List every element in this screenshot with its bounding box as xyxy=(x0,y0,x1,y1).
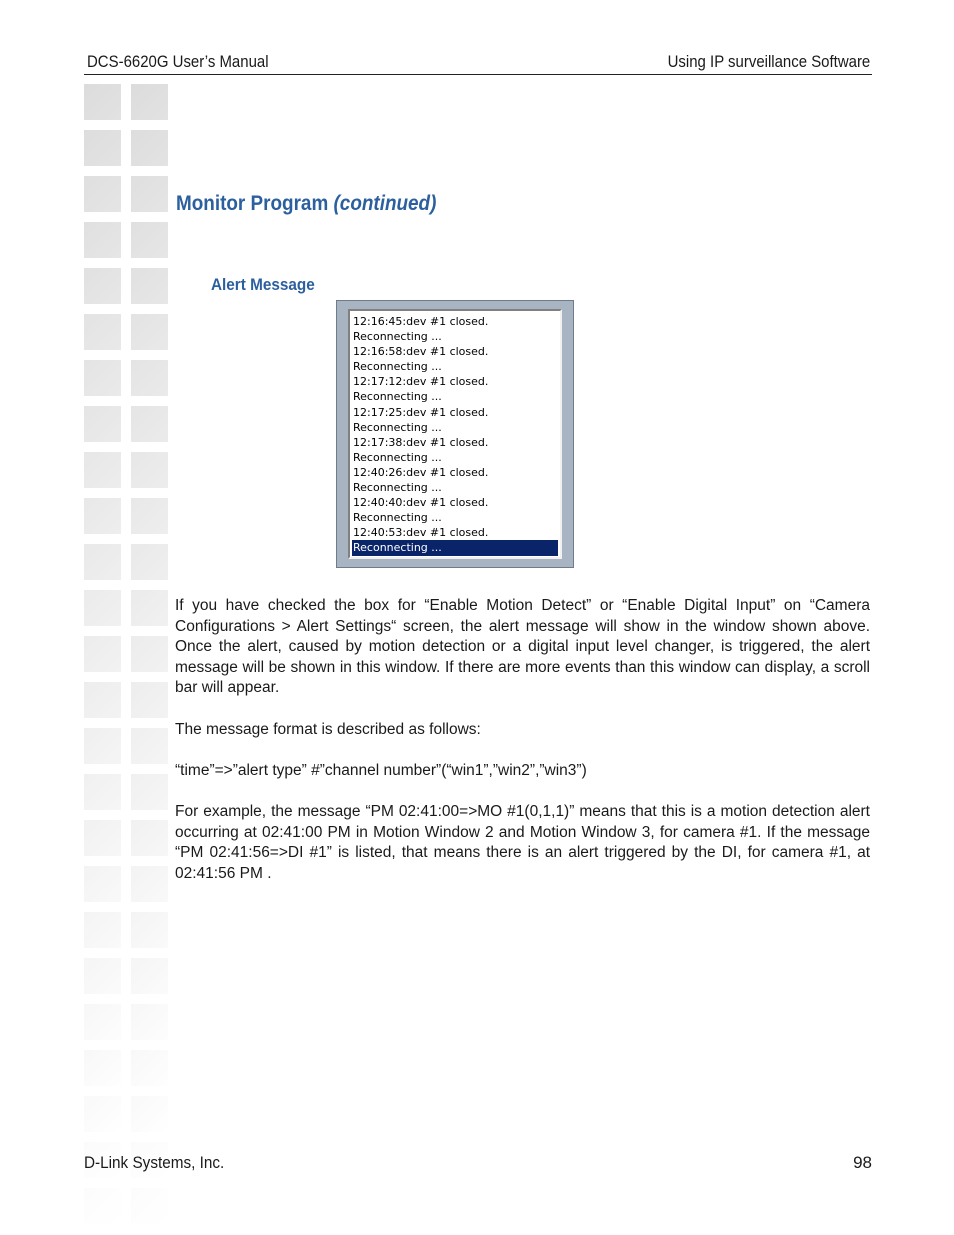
decorative-tile xyxy=(84,498,121,534)
decorative-tile xyxy=(131,682,168,718)
decorative-tile xyxy=(131,1096,168,1132)
section-title xyxy=(176,192,436,216)
alert-line[interactable]: Reconnecting ... xyxy=(353,390,442,404)
decorative-tile xyxy=(131,498,168,534)
decorative-tile xyxy=(84,84,121,120)
paragraph-format-intro: The message format is described as follows: xyxy=(175,720,481,738)
alert-line[interactable]: 12:17:38:dev #1 closed. xyxy=(353,435,489,449)
alert-line[interactable]: 12:16:58:dev #1 closed. xyxy=(353,345,489,359)
section-title-text: Monitor Program xyxy=(176,192,329,215)
paragraph-format: “time”=>”alert type” #”channel number”(“win1”,”win2”,”win3”) xyxy=(175,761,587,779)
decorative-tile xyxy=(131,406,168,442)
decorative-tile xyxy=(84,1004,121,1040)
decorative-tile xyxy=(84,958,121,994)
alert-line[interactable]: 12:40:40:dev #1 closed. xyxy=(353,496,489,510)
decorative-tile xyxy=(131,820,168,856)
decorative-tile xyxy=(84,682,121,718)
decorative-tile xyxy=(84,544,121,580)
alert-line[interactable]: Reconnecting ... xyxy=(353,481,442,495)
decorative-tile xyxy=(131,176,168,212)
decorative-tile xyxy=(84,360,121,396)
decorative-tile xyxy=(131,866,168,902)
subsection-title: Alert Message xyxy=(211,275,315,294)
decorative-tile xyxy=(84,222,121,258)
decorative-tile xyxy=(131,1004,168,1040)
decorative-tile xyxy=(131,130,168,166)
decorative-tile xyxy=(131,774,168,810)
decorative-tile xyxy=(84,636,121,672)
page-number: 98 xyxy=(853,1153,872,1172)
decorative-tile xyxy=(84,1050,121,1086)
decorative-tile xyxy=(84,406,121,442)
header-chapter-title: Using IP surveillance Software xyxy=(667,52,870,71)
header-manual-title: DCS-6620G User’s Manual xyxy=(87,52,269,71)
alert-line[interactable]: 12:16:45:dev #1 closed. xyxy=(353,315,489,328)
decorative-tile xyxy=(84,452,121,488)
decorative-tile xyxy=(131,1050,168,1086)
alert-line[interactable]: 12:17:12:dev #1 closed. xyxy=(353,375,489,389)
decorative-tile xyxy=(131,912,168,948)
alert-line[interactable]: Reconnecting ... xyxy=(353,360,442,374)
alert-line[interactable]: 12:40:53:dev #1 closed. xyxy=(353,526,489,540)
header-rule xyxy=(84,74,872,75)
alert-line[interactable]: Reconnecting ... xyxy=(353,450,442,464)
decorative-tile xyxy=(131,728,168,764)
decorative-tile-column xyxy=(84,84,170,1234)
decorative-tile xyxy=(131,636,168,672)
decorative-tile xyxy=(84,1096,121,1132)
decorative-tile xyxy=(84,774,121,810)
alert-line[interactable]: Reconnecting ... xyxy=(353,420,442,434)
alert-line[interactable]: 12:40:26:dev #1 closed. xyxy=(353,465,489,479)
alert-line[interactable]: Reconnecting ... xyxy=(353,511,442,525)
decorative-tile xyxy=(84,820,121,856)
decorative-tile xyxy=(84,912,121,948)
decorative-tile xyxy=(131,268,168,304)
decorative-tile xyxy=(131,1188,168,1224)
alert-line[interactable]: 12:17:25:dev #1 closed. xyxy=(353,405,489,419)
decorative-tile xyxy=(131,590,168,626)
decorative-tile xyxy=(131,314,168,350)
decorative-tile xyxy=(84,866,121,902)
decorative-tile xyxy=(84,130,121,166)
section-title-suffix: (continued) xyxy=(333,192,437,215)
alert-message-list[interactable] xyxy=(348,309,562,559)
alert-line[interactable]: Reconnecting ... xyxy=(353,330,442,344)
decorative-tile xyxy=(131,958,168,994)
decorative-tile xyxy=(84,590,121,626)
decorative-tile xyxy=(84,314,121,350)
alert-message-window xyxy=(336,300,574,568)
paragraph-intro: If you have checked the box for “Enable Motion Detect” or “Enable Digital Input” on “Camera Configurations > Alert Settings“ screen, the alert message will show in the window shown above. Once the alert, caused by motion detection or a digital input level changer, is triggered, the alert message will be shown in this window. If there are more events than this window can display, a scroll bar will appear. xyxy=(175,597,870,697)
decorative-tile xyxy=(131,84,168,120)
body-text xyxy=(175,596,870,905)
decorative-tile xyxy=(131,452,168,488)
alert-line-selected[interactable]: Reconnecting ... xyxy=(352,540,558,555)
decorative-tile xyxy=(84,728,121,764)
decorative-tile xyxy=(131,360,168,396)
decorative-tile xyxy=(84,1188,121,1224)
decorative-tile xyxy=(84,268,121,304)
decorative-tile xyxy=(131,544,168,580)
paragraph-example: For example, the message “PM 02:41:00=>MO #1(0,1,1)” means that this is a motion detection alert occurring at 02:41:00 PM in Motion Window 2 and Motion Window 3, for camera #1. If the message “PM 02:41:56=>DI #1” is listed, that means there is an alert triggered by the DI, for camera #1, at 02:41:56 PM . xyxy=(175,802,870,882)
decorative-tile xyxy=(131,222,168,258)
decorative-tile xyxy=(84,176,121,212)
footer-company: D-Link Systems, Inc. xyxy=(84,1153,225,1172)
